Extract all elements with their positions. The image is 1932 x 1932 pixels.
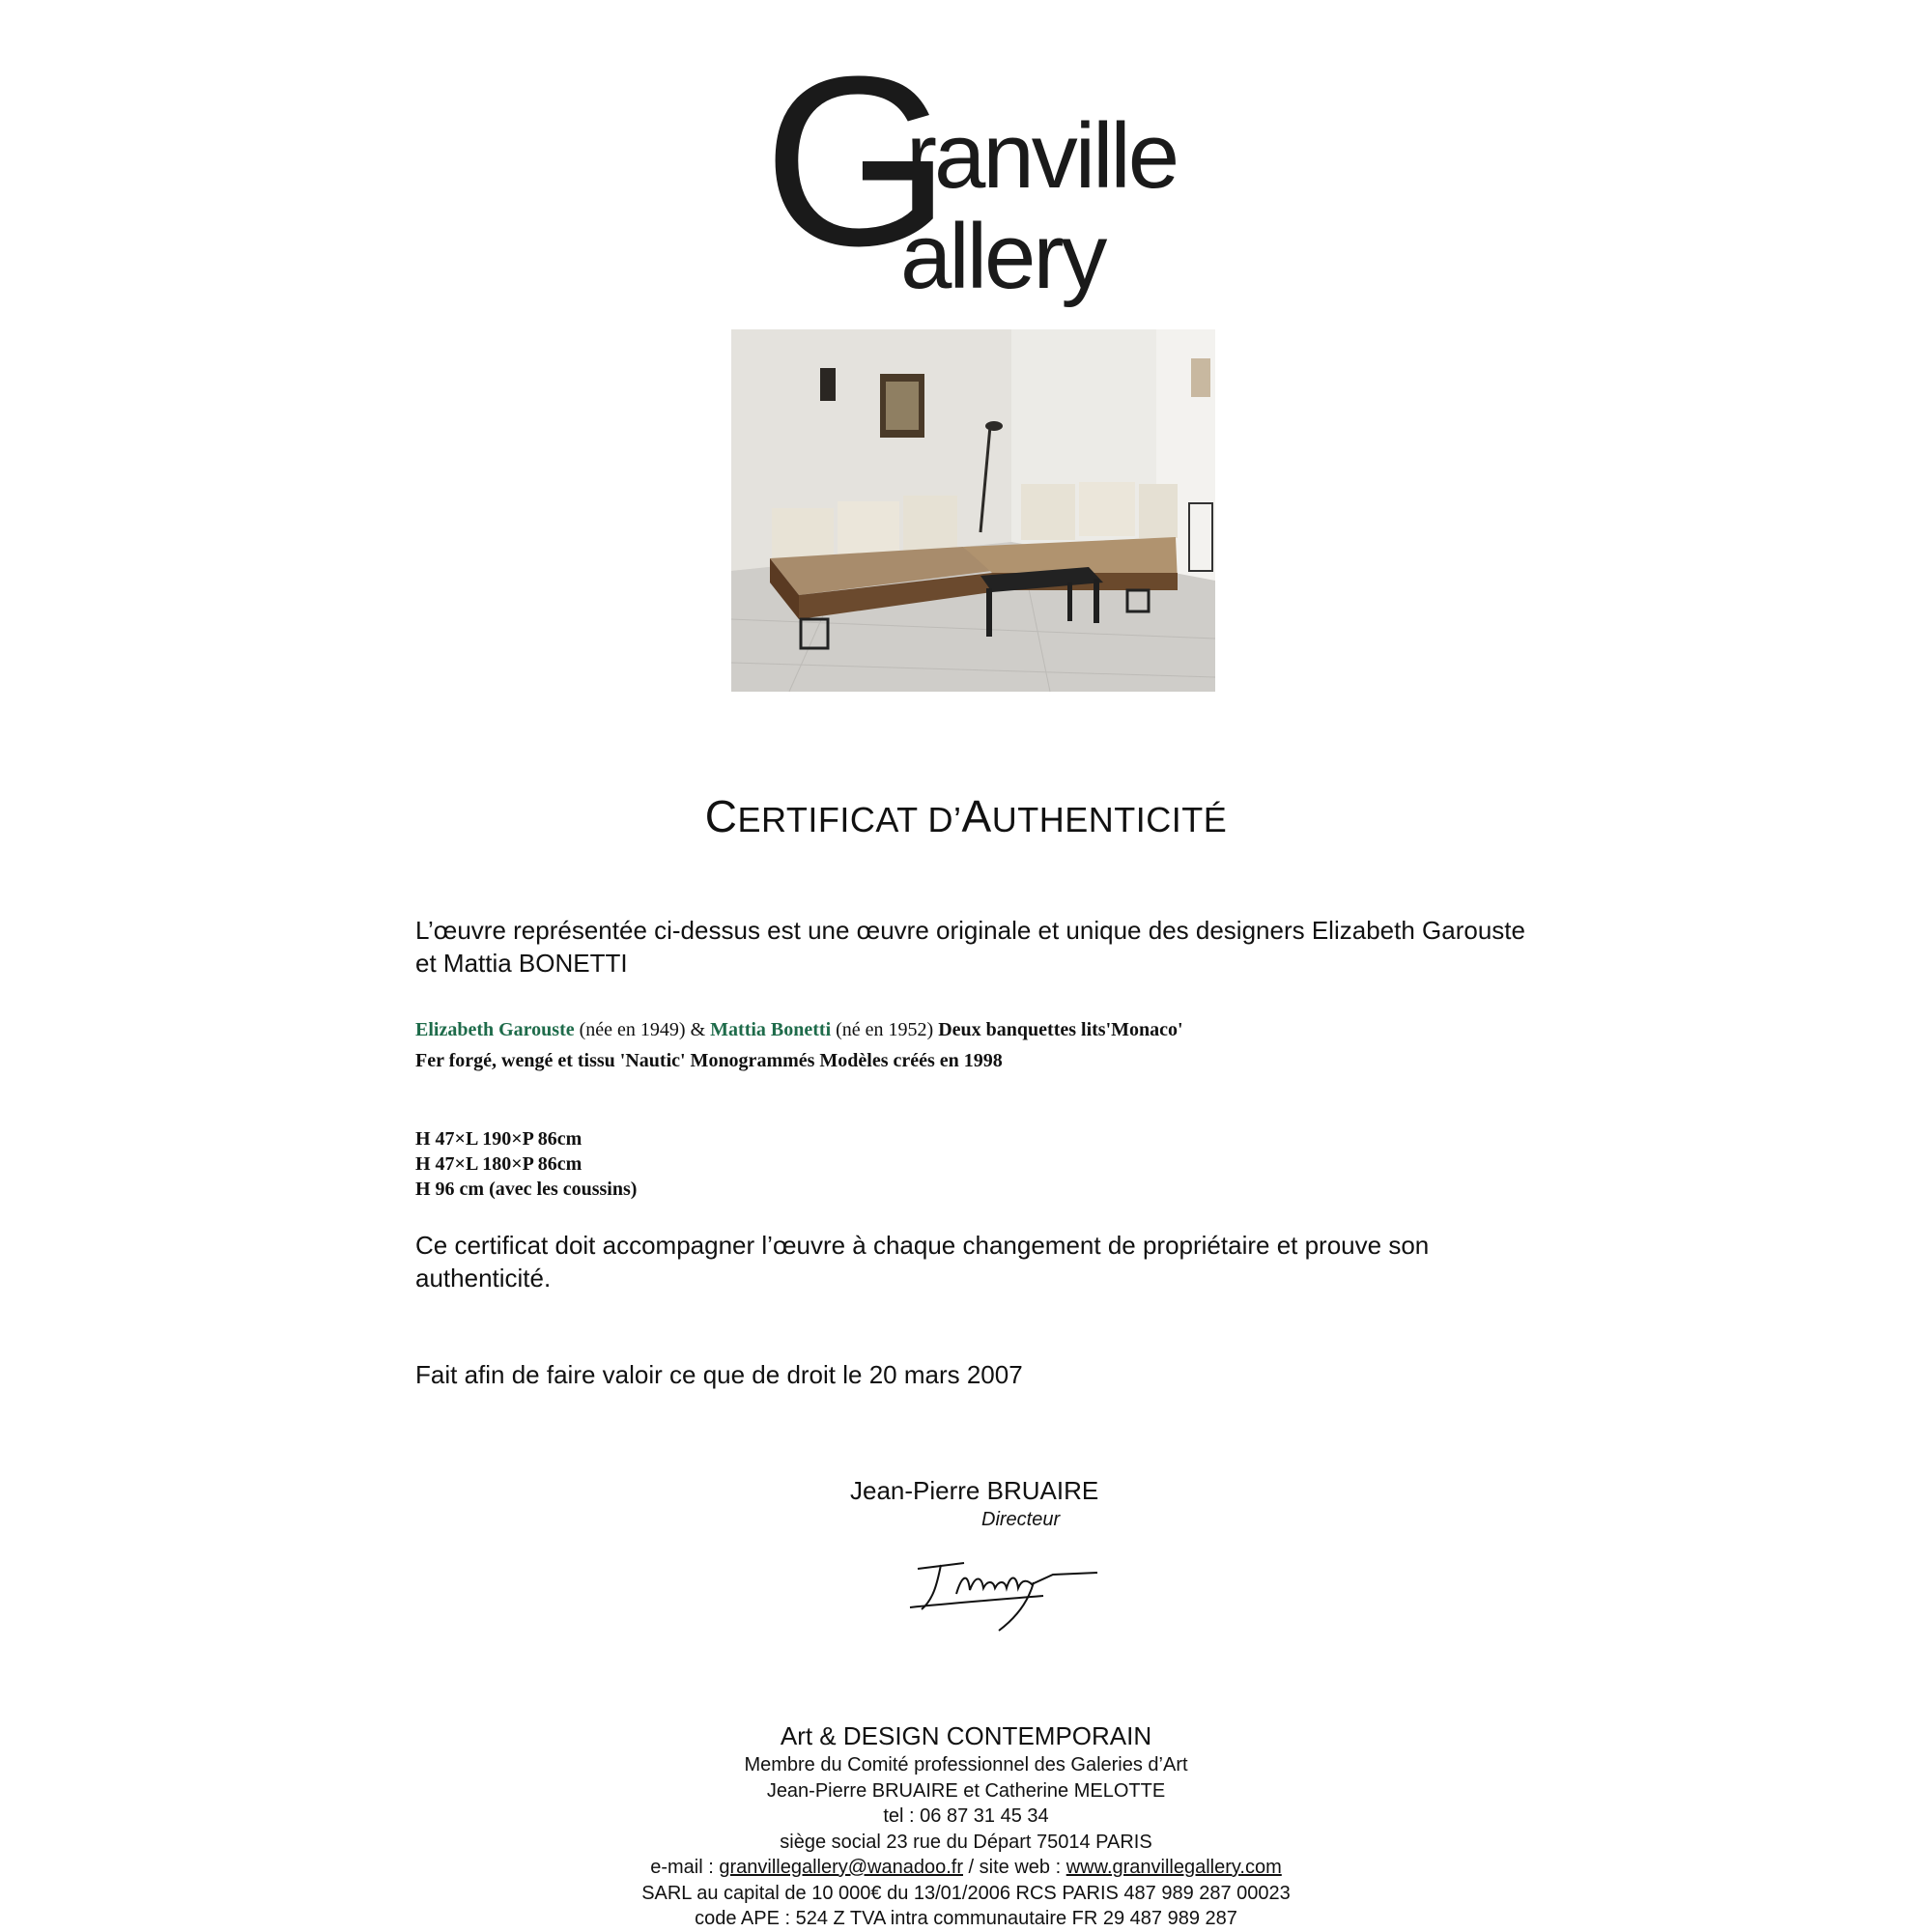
artwork-photo: [731, 329, 1215, 692]
signature-icon: [908, 1546, 1101, 1633]
designer-born-2: (né en 1952): [831, 1019, 939, 1040]
notice-paragraph: Ce certificat doit accompagner l’œuvre à chaque changement de propriétaire et prouve son authenticité.: [415, 1231, 1430, 1293]
title-initial-2: A: [961, 791, 992, 841]
signer-name: Jean-Pierre BRUAIRE: [850, 1476, 1099, 1505]
email-label: e-mail :: [650, 1857, 720, 1878]
dated-statement: Fait afin de faire valoir ce que de droit le 20 mars 2007: [415, 1360, 1023, 1389]
web-label: / site web :: [963, 1857, 1066, 1878]
footer-ape: code APE : 524 Z TVA intra communautaire FR 29 487 989 287: [695, 1908, 1237, 1929]
designer-born-1: (née en 1949) &: [574, 1019, 711, 1040]
website-link[interactable]: www.granvillegallery.com: [1065, 1857, 1282, 1878]
logo-word-allery: allery: [900, 205, 1105, 308]
logo-letter-g: G: [763, 26, 952, 296]
footer-address: siège social 23 rue du Départ 75014 PARIS: [780, 1831, 1152, 1853]
dimension-line: H 47×L 190×P 86cm: [415, 1128, 582, 1150]
work-title: Deux banquettes lits'Monaco': [938, 1019, 1183, 1040]
sofa-photo-icon: [731, 329, 1215, 692]
dimension-line: H 47×L 180×P 86cm: [415, 1153, 582, 1175]
email-link[interactable]: granvillegallery@wanadoo.fr: [719, 1857, 963, 1878]
intro-paragraph: L’œuvre représentée ci-dessus est une œuvre originale et unique des designers Elizabeth Garouste et Mattia BONETTI: [415, 916, 1525, 978]
footer-tel: tel : 06 87 31 45 34: [883, 1805, 1049, 1827]
logo-word-ranville: ranville: [906, 104, 1178, 208]
details-line-2: Fer forgé, wengé et tissu 'Nautic' Monogrammés Modèles créés en 1998: [415, 1050, 1003, 1071]
title-word-2: UTHENTICITÉ: [991, 800, 1228, 839]
designer-name-2: Mattia Bonetti: [710, 1019, 832, 1040]
footer-headline: Art & DESIGN CONTEMPORAIN: [780, 1721, 1152, 1750]
gallery-footer: [0, 1719, 1932, 1932]
details-line-1: [415, 1014, 1536, 1045]
artwork-details: [415, 1014, 1536, 1076]
footer-owners: Jean-Pierre BRUAIRE et Catherine MELOTTE: [766, 1779, 1166, 1802]
gallery-logo: [763, 26, 1188, 308]
footer-sarl: SARL au capital de 10 000€ du 13/01/2006 RCS PARIS 487 989 287 00023: [641, 1882, 1291, 1904]
title-initial: C: [704, 791, 738, 841]
signer-role: Directeur: [981, 1509, 1061, 1530]
dimensions-list: [415, 1126, 1536, 1202]
title-word-1: ERTIFICAT: [737, 800, 928, 839]
footer-member: Membre du Comité professionnel des Galeries d’Art: [744, 1754, 1188, 1776]
certificate-title: [0, 790, 1932, 842]
title-article: D’: [927, 800, 962, 839]
footer-contact: [0, 1855, 1932, 1881]
designer-name-1: Elizabeth Garouste: [415, 1019, 575, 1040]
dimension-line: H 96 cm (avec les coussins): [415, 1179, 638, 1200]
